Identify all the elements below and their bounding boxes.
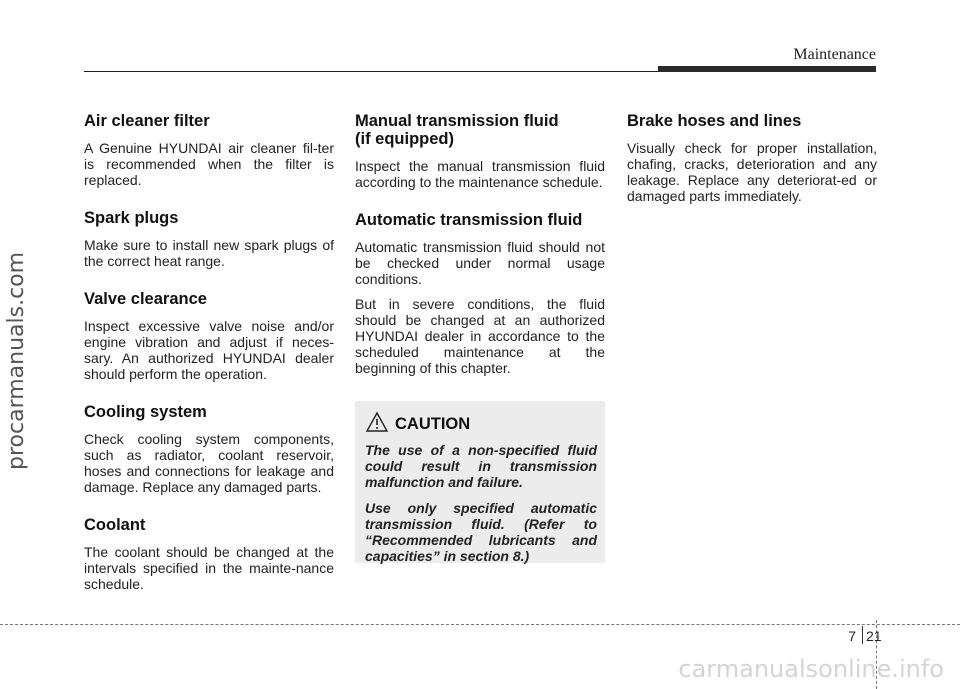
section-text: The coolant should be changed at the intervals specified in the mainte-nance schedule. xyxy=(84,544,334,592)
section-text: A Genuine HYUNDAI air cleaner fil-ter is recommended when the filter is replaced. xyxy=(84,140,334,188)
caution-title: CAUTION xyxy=(395,415,471,433)
footer-divider xyxy=(0,624,960,625)
section-text: But in severe conditions, the fluid should be changed at an authorized HYUNDAI dealer in accordance to the scheduled maintenance at the beginning of this chapter. xyxy=(355,296,605,376)
middle-column xyxy=(355,112,605,397)
section-heading: Valve clearance xyxy=(84,290,207,308)
page-number-divider xyxy=(862,626,863,644)
section-text: Inspect the manual transmission fluid according to the maintenance schedule. xyxy=(355,158,605,190)
section-heading: Cooling system xyxy=(84,403,207,421)
heading-line: (if equipped) xyxy=(355,130,454,148)
page-header-title: Maintenance xyxy=(793,46,876,63)
page-number: 21 xyxy=(866,628,882,644)
section-heading: Automatic transmission fluid xyxy=(355,211,583,229)
bottom-watermark: carmanualsonline.info xyxy=(678,655,944,683)
section-heading: Spark plugs xyxy=(84,209,179,227)
caution-box xyxy=(355,401,605,563)
section-text: Check cooling system components, such as radiator, coolant reservoir, hoses and connections for leakage and damage. Replace any damaged parts. xyxy=(84,431,334,495)
chapter-number: 7 xyxy=(848,628,856,644)
left-column xyxy=(84,112,334,613)
header-rule-accent xyxy=(658,66,876,72)
caution-header xyxy=(365,409,597,434)
section-text: Inspect excessive valve noise and/or engine vibration and adjust if neces-sary. An authorized HYUNDAI dealer should perform the operation. xyxy=(84,318,334,382)
warning-triangle-icon xyxy=(365,411,389,433)
section-heading: Coolant xyxy=(84,516,146,534)
section-heading: Brake hoses and lines xyxy=(627,112,802,130)
caution-text: The use of a non-specified fluid could result in transmission malfunction and failure. xyxy=(365,442,597,490)
heading-line: Manual transmission fluid xyxy=(355,112,559,130)
caution-text: Use only specified automatic transmission fluid. (Refer to “Recommended lubricants and capacities” in section 8.) xyxy=(365,500,597,564)
section-text: Make sure to install new spark plugs of the correct heat range. xyxy=(84,237,334,269)
section-heading: Air cleaner filter xyxy=(84,112,210,130)
section-text: Visually check for proper installation, chafing, cracks, deterioration and any leakage. Replace any deteriorat-ed or damaged parts immediately. xyxy=(627,140,877,204)
right-column xyxy=(627,112,877,225)
section-heading xyxy=(355,112,605,148)
side-watermark: procarmanuals.com xyxy=(4,251,29,470)
section-text: Automatic transmission fluid should not be checked under normal usage conditions. xyxy=(355,239,605,287)
header-rule xyxy=(84,71,664,72)
